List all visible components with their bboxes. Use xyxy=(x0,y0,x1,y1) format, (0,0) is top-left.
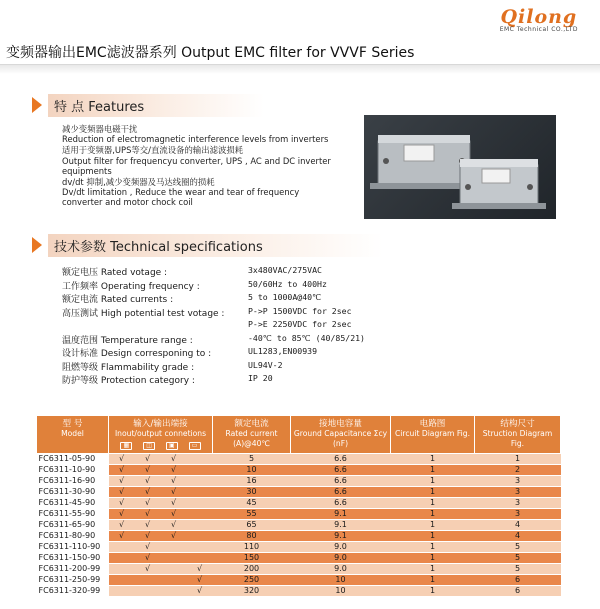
cell-c1: √ xyxy=(109,520,135,531)
cell-cap: 6.6 xyxy=(291,465,391,476)
feature-item xyxy=(62,145,332,176)
cell-struct: 3 xyxy=(475,476,561,487)
cell-model: FC6311-05-90 xyxy=(37,454,109,465)
cell-circuit: 1 xyxy=(391,575,475,586)
cell-model: FC6311-65-90 xyxy=(37,520,109,531)
cell-c4 xyxy=(187,509,213,520)
spec-value: -40℃ to 85℃ (40/85/21) xyxy=(248,332,365,343)
cell-c2: √ xyxy=(135,498,161,509)
cell-c1 xyxy=(109,586,135,597)
cell-c4 xyxy=(187,520,213,531)
header-en: Rated current (A)@40℃ xyxy=(225,429,278,448)
cell-circuit: 1 xyxy=(391,509,475,520)
cell-cap: 9.0 xyxy=(291,553,391,564)
cell-circuit: 1 xyxy=(391,520,475,531)
section-arrow-icon xyxy=(32,237,42,253)
brand-script: Qilong xyxy=(500,6,578,28)
cell-c2: √ xyxy=(135,476,161,487)
cell-model: FC6311-250-99 xyxy=(37,575,109,586)
table-row xyxy=(37,509,561,520)
cell-current: 200 xyxy=(213,564,291,575)
cell-circuit: 1 xyxy=(391,498,475,509)
cell-c4 xyxy=(187,454,213,465)
table-row xyxy=(37,498,561,509)
cell-model: FC6311-10-90 xyxy=(37,465,109,476)
cell-struct: 4 xyxy=(475,531,561,542)
screw-terminal-icon: ◫ xyxy=(143,442,155,450)
table-row xyxy=(37,465,561,476)
spec-label: 工作频率 Operating frequency : xyxy=(62,281,200,292)
header-structure xyxy=(475,416,561,454)
cell-c3: √ xyxy=(161,465,187,476)
product-table xyxy=(36,415,561,597)
table-row xyxy=(37,553,561,564)
cell-c1 xyxy=(109,564,135,575)
cell-circuit: 1 xyxy=(391,586,475,597)
brand-logo xyxy=(500,6,578,33)
header-en: Model xyxy=(61,429,84,438)
specs-section-header xyxy=(32,234,383,256)
cell-struct: 3 xyxy=(475,509,561,520)
cell-model: FC6311-320-99 xyxy=(37,586,109,597)
feature-item xyxy=(62,177,332,208)
spec-label: 防护等级 Protection category : xyxy=(62,376,195,386)
cell-circuit: 1 xyxy=(391,487,475,498)
cell-circuit: 1 xyxy=(391,454,475,465)
cell-struct: 6 xyxy=(475,575,561,586)
spec-label: 高压测试 High potential test votage : xyxy=(62,308,225,319)
header-cn: 电路图 xyxy=(419,419,446,429)
cell-model: FC6311-150-90 xyxy=(37,553,109,564)
cell-current: 45 xyxy=(213,498,291,509)
spec-row xyxy=(62,332,365,347)
section-arrow-icon xyxy=(32,97,42,113)
cell-c1: √ xyxy=(109,487,135,498)
cell-model: FC6311-16-90 xyxy=(37,476,109,487)
spec-row xyxy=(62,292,322,306)
cell-c3 xyxy=(161,586,187,597)
cell-current: 320 xyxy=(213,586,291,597)
spec-row xyxy=(62,319,352,333)
spec-value: 50/60Hz to 400Hz xyxy=(248,278,327,289)
cell-cap: 10 xyxy=(291,586,391,597)
cell-model: FC6311-45-90 xyxy=(37,498,109,509)
cell-current: 55 xyxy=(213,509,291,520)
cell-c3: √ xyxy=(161,509,187,520)
lug-terminal-icon: ▣ xyxy=(166,442,178,450)
cell-current: 65 xyxy=(213,520,291,531)
spec-row xyxy=(62,359,283,374)
cell-struct: 1 xyxy=(475,454,561,465)
cell-c3 xyxy=(161,542,187,553)
table-row xyxy=(37,476,561,487)
spec-row xyxy=(62,305,352,320)
spec-label: 额定电压 Rated votage : xyxy=(62,268,168,278)
header-model xyxy=(37,416,109,454)
cell-c4 xyxy=(187,542,213,553)
cell-struct: 5 xyxy=(475,553,561,564)
cell-c1 xyxy=(109,542,135,553)
connection-icons xyxy=(115,442,206,450)
header-en: Ground Capacitance Σcy (nF) xyxy=(293,429,388,448)
table-row xyxy=(37,542,561,553)
cell-circuit: 1 xyxy=(391,476,475,487)
feature-en: Reduction of electromagnetic interference levels from inverters xyxy=(62,134,329,145)
cell-c2: √ xyxy=(135,564,161,575)
cell-cap: 9.1 xyxy=(291,520,391,531)
brand-tagline: EMC Technical CO.,LTD xyxy=(499,26,578,33)
cell-c2 xyxy=(135,586,161,597)
product-photo xyxy=(364,115,556,219)
cell-struct: 5 xyxy=(475,542,561,553)
feature-cn: dv/dt 抑制,减少变频器及马达线圈的损耗 xyxy=(62,177,215,188)
header-cn: 额定电流 xyxy=(234,419,269,429)
cell-c1: √ xyxy=(109,498,135,509)
cell-model: FC6311-80-90 xyxy=(37,531,109,542)
cell-struct: 3 xyxy=(475,487,561,498)
cell-struct: 6 xyxy=(475,586,561,597)
cell-current: 110 xyxy=(213,542,291,553)
cell-c3 xyxy=(161,564,187,575)
cell-current: 250 xyxy=(213,575,291,586)
header-cn: 输入/输出端接 xyxy=(133,419,188,429)
cell-struct: 4 xyxy=(475,520,561,531)
cell-current: 80 xyxy=(213,531,291,542)
cell-current: 10 xyxy=(213,465,291,476)
cell-c1: √ xyxy=(109,476,135,487)
cell-model: FC6311-55-90 xyxy=(37,509,109,520)
spec-row xyxy=(62,346,318,360)
cell-c4 xyxy=(187,476,213,487)
cell-c3: √ xyxy=(161,520,187,531)
cell-c2: √ xyxy=(135,465,161,476)
header-circuit xyxy=(391,416,475,454)
spec-label: 额定电流 Rated currents : xyxy=(62,295,174,305)
header-cn: 结构尺寸 xyxy=(500,419,535,429)
spec-value: P->P 1500VDC for 2sec xyxy=(248,305,352,316)
cell-cap: 9.1 xyxy=(291,531,391,542)
cell-cap: 10 xyxy=(291,575,391,586)
cell-c2: √ xyxy=(135,487,161,498)
table-row xyxy=(37,487,561,498)
header-connections xyxy=(109,416,213,454)
table-header-row xyxy=(37,416,561,454)
cell-c1 xyxy=(109,553,135,564)
cell-current: 16 xyxy=(213,476,291,487)
cell-c3 xyxy=(161,553,187,564)
header-en: Inout/output connetions xyxy=(114,429,207,438)
cell-circuit: 1 xyxy=(391,465,475,476)
cell-c4: √ xyxy=(187,564,213,575)
cell-current: 30 xyxy=(213,487,291,498)
table-row xyxy=(37,520,561,531)
spec-row xyxy=(62,373,273,387)
cell-c3 xyxy=(161,575,187,586)
cell-cap: 9.0 xyxy=(291,564,391,575)
cell-cap: 6.6 xyxy=(291,476,391,487)
cell-c2: √ xyxy=(135,509,161,520)
cell-cap: 6.6 xyxy=(291,454,391,465)
specs-section-label: 技术参数 Technical specifications xyxy=(48,234,383,257)
specs-list xyxy=(62,265,365,387)
cell-c2: √ xyxy=(135,531,161,542)
feature-en: Output filter for frequencyu converter, UPS , AC and DC inverter equipments xyxy=(62,155,331,176)
cell-c4 xyxy=(187,498,213,509)
spec-value: 3x480VAC/275VAC xyxy=(248,265,322,275)
feature-cn: 适用于变频器,UPS等交/直流设备的输出滤波损耗 xyxy=(62,145,244,156)
feature-cn: 减少变频器电磁干扰 xyxy=(62,124,138,134)
features-section-header xyxy=(32,94,264,116)
table-row xyxy=(37,564,561,575)
table-body xyxy=(37,454,561,597)
header-cn: 接地电容量 xyxy=(319,419,362,429)
cell-circuit: 1 xyxy=(391,553,475,564)
spec-label: 阻燃等级 Flammability grade : xyxy=(62,362,195,373)
feature-item xyxy=(62,124,332,144)
feature-en: Dv/dt limitation , Reduce the wear and tear of frequency converter and motor chock coil xyxy=(62,187,300,208)
cell-model: FC6311-30-90 xyxy=(37,487,109,498)
cell-c3: √ xyxy=(161,531,187,542)
table-row xyxy=(37,454,561,465)
terminal-block-icon: ▦ xyxy=(120,442,132,450)
features-section-label: 特 点 Features xyxy=(48,94,264,117)
header-cn: 型 号 xyxy=(62,419,83,429)
cell-c2: √ xyxy=(135,542,161,553)
header-en: Struction Diagram Fig. xyxy=(482,429,553,448)
cell-c2: √ xyxy=(135,454,161,465)
header-capacitance xyxy=(291,416,391,454)
cell-c3: √ xyxy=(161,454,187,465)
cell-model: FC6311-200-99 xyxy=(37,564,109,575)
spec-value: 5 to 1000A@40℃ xyxy=(248,292,322,302)
cell-c1: √ xyxy=(109,509,135,520)
cell-c1: √ xyxy=(109,531,135,542)
cell-c4: √ xyxy=(187,575,213,586)
spec-label: 温度范围 Temperature range : xyxy=(62,335,193,346)
spec-row xyxy=(62,278,327,293)
busbar-icon: ▭ xyxy=(189,442,201,450)
cell-circuit: 1 xyxy=(391,531,475,542)
cell-struct: 5 xyxy=(475,564,561,575)
spec-row xyxy=(62,265,322,279)
cell-model: FC6311-110-90 xyxy=(37,542,109,553)
filter-units-illustration xyxy=(364,115,556,219)
spec-value: P->E 2250VDC for 2sec xyxy=(248,319,352,329)
cell-c2: √ xyxy=(135,553,161,564)
spec-value: UL94V-2 xyxy=(248,359,283,370)
cell-c4 xyxy=(187,531,213,542)
spec-value: IP 20 xyxy=(248,373,273,383)
cell-c4 xyxy=(187,487,213,498)
page-title: 变频器输出EMC滤波器系列 Output EMC filter for VVVF Series xyxy=(6,45,415,61)
spec-label: 设计标准 Design corresponing to : xyxy=(62,349,212,359)
cell-c4 xyxy=(187,553,213,564)
spec-value: UL1283,EN00939 xyxy=(248,346,318,356)
cell-c3: √ xyxy=(161,476,187,487)
table-row xyxy=(37,586,561,597)
cell-cap: 6.6 xyxy=(291,487,391,498)
header-current xyxy=(213,416,291,454)
cell-c3: √ xyxy=(161,498,187,509)
cell-c2: √ xyxy=(135,520,161,531)
cell-c4 xyxy=(187,465,213,476)
cell-circuit: 1 xyxy=(391,542,475,553)
cell-circuit: 1 xyxy=(391,564,475,575)
cell-current: 150 xyxy=(213,553,291,564)
table-row xyxy=(37,531,561,542)
cell-struct: 2 xyxy=(475,465,561,476)
cell-cap: 9.1 xyxy=(291,509,391,520)
cell-c1 xyxy=(109,575,135,586)
header-en: Circuit Diagram Fig. xyxy=(394,429,471,438)
table-row xyxy=(37,575,561,586)
features-list xyxy=(62,124,332,209)
cell-c2 xyxy=(135,575,161,586)
cell-c1: √ xyxy=(109,454,135,465)
cell-c1: √ xyxy=(109,465,135,476)
cell-struct: 3 xyxy=(475,498,561,509)
cell-current: 5 xyxy=(213,454,291,465)
cell-c4: √ xyxy=(187,586,213,597)
cell-cap: 6.6 xyxy=(291,498,391,509)
cell-cap: 9.0 xyxy=(291,542,391,553)
cell-c3: √ xyxy=(161,487,187,498)
title-divider xyxy=(0,64,600,74)
